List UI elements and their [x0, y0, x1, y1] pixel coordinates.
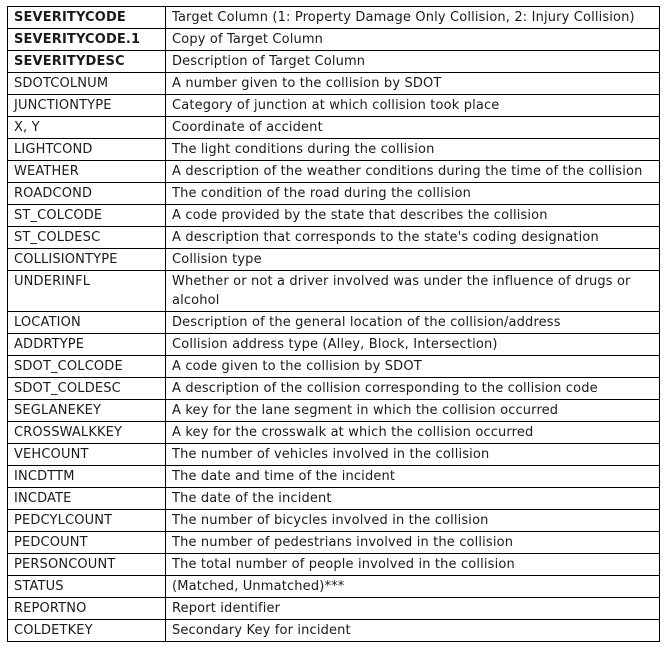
table-row [8, 227, 660, 249]
field-description-cell: A description that corresponds to the state's coding designation [166, 227, 660, 249]
field-name-cell: COLDETKEY [8, 620, 166, 642]
table-row [8, 73, 660, 95]
table-row [8, 356, 660, 378]
field-name-cell: SDOT_COLCODE [8, 356, 166, 378]
field-description-cell: Whether or not a driver involved was under the influence of drugs or alcohol [166, 271, 660, 312]
field-name-cell: SEGLANEKEY [8, 400, 166, 422]
field-description-cell: Secondary Key for incident [166, 620, 660, 642]
field-description-cell: Collision address type (Alley, Block, Intersection) [166, 334, 660, 356]
field-name-cell: COLLISIONTYPE [8, 249, 166, 271]
table-row [8, 598, 660, 620]
field-description-cell: A code provided by the state that describes the collision [166, 205, 660, 227]
field-name-cell: ST_COLCODE [8, 205, 166, 227]
field-name-cell: INCDATE [8, 488, 166, 510]
field-name-cell: STATUS [8, 576, 166, 598]
field-description-cell: Collision type [166, 249, 660, 271]
field-description-cell: A description of the weather conditions during the time of the collision [166, 161, 660, 183]
field-name-cell: PEDCYLCOUNT [8, 510, 166, 532]
field-description-cell: The number of pedestrians involved in the collision [166, 532, 660, 554]
field-name-cell: PERSONCOUNT [8, 554, 166, 576]
table-row [8, 334, 660, 356]
field-description-cell: The condition of the road during the collision [166, 183, 660, 205]
field-description-cell: A key for the lane segment in which the collision occurred [166, 400, 660, 422]
field-name-cell: CROSSWALKKEY [8, 422, 166, 444]
table-row [8, 249, 660, 271]
field-name-cell: SDOTCOLNUM [8, 73, 166, 95]
table-row [8, 183, 660, 205]
table-row [8, 205, 660, 227]
field-name-cell: PEDCOUNT [8, 532, 166, 554]
field-description-cell: Description of the general location of the collision/address [166, 312, 660, 334]
table-row [8, 488, 660, 510]
field-name-cell: SDOT_COLDESC [8, 378, 166, 400]
field-description-cell: The number of vehicles involved in the collision [166, 444, 660, 466]
field-description-cell: Coordinate of accident [166, 117, 660, 139]
field-name-cell: SEVERITYCODE.1 [8, 29, 166, 51]
field-description-cell: A number given to the collision by SDOT [166, 73, 660, 95]
field-name-cell: VEHCOUNT [8, 444, 166, 466]
field-description-cell: (Matched, Unmatched)*** [166, 576, 660, 598]
field-description-cell: Description of Target Column [166, 51, 660, 73]
table-row [8, 271, 660, 312]
table-row [8, 532, 660, 554]
field-name-cell: SEVERITYCODE [8, 7, 166, 29]
field-name-cell: ST_COLDESC [8, 227, 166, 249]
table-row [8, 51, 660, 73]
field-description-cell: A code given to the collision by SDOT [166, 356, 660, 378]
table-row [8, 620, 660, 642]
field-description-cell: The light conditions during the collision [166, 139, 660, 161]
table-row [8, 554, 660, 576]
field-name-cell: JUNCTIONTYPE [8, 95, 166, 117]
data-dictionary-table [7, 6, 660, 642]
field-description-cell: The date and time of the incident [166, 466, 660, 488]
field-name-cell: SEVERITYDESC [8, 51, 166, 73]
field-description-cell: A description of the collision corresponding to the collision code [166, 378, 660, 400]
table-row [8, 466, 660, 488]
table-row [8, 312, 660, 334]
field-name-cell: REPORTNO [8, 598, 166, 620]
table-row [8, 95, 660, 117]
table-row [8, 422, 660, 444]
table-row [8, 400, 660, 422]
field-description-cell: Target Column (1: Property Damage Only Collision, 2: Injury Collision) [166, 7, 660, 29]
table-row [8, 117, 660, 139]
field-name-cell: LIGHTCOND [8, 139, 166, 161]
field-name-cell: ADDRTYPE [8, 334, 166, 356]
field-description-cell: The date of the incident [166, 488, 660, 510]
table-body [8, 7, 660, 642]
field-name-cell: WEATHER [8, 161, 166, 183]
field-description-cell: Category of junction at which collision took place [166, 95, 660, 117]
field-name-cell: ROADCOND [8, 183, 166, 205]
table-row [8, 576, 660, 598]
table-row [8, 378, 660, 400]
field-name-cell: UNDERINFL [8, 271, 166, 312]
table-row [8, 161, 660, 183]
table-row [8, 7, 660, 29]
field-description-cell: Copy of Target Column [166, 29, 660, 51]
field-description-cell: The total number of people involved in the collision [166, 554, 660, 576]
field-name-cell: LOCATION [8, 312, 166, 334]
table-row [8, 444, 660, 466]
field-description-cell: The number of bicycles involved in the collision [166, 510, 660, 532]
table-row [8, 510, 660, 532]
field-description-cell: Report identifier [166, 598, 660, 620]
table-row [8, 29, 660, 51]
field-name-cell: X, Y [8, 117, 166, 139]
field-name-cell: INCDTTM [8, 466, 166, 488]
table-row [8, 139, 660, 161]
field-description-cell: A key for the crosswalk at which the collision occurred [166, 422, 660, 444]
